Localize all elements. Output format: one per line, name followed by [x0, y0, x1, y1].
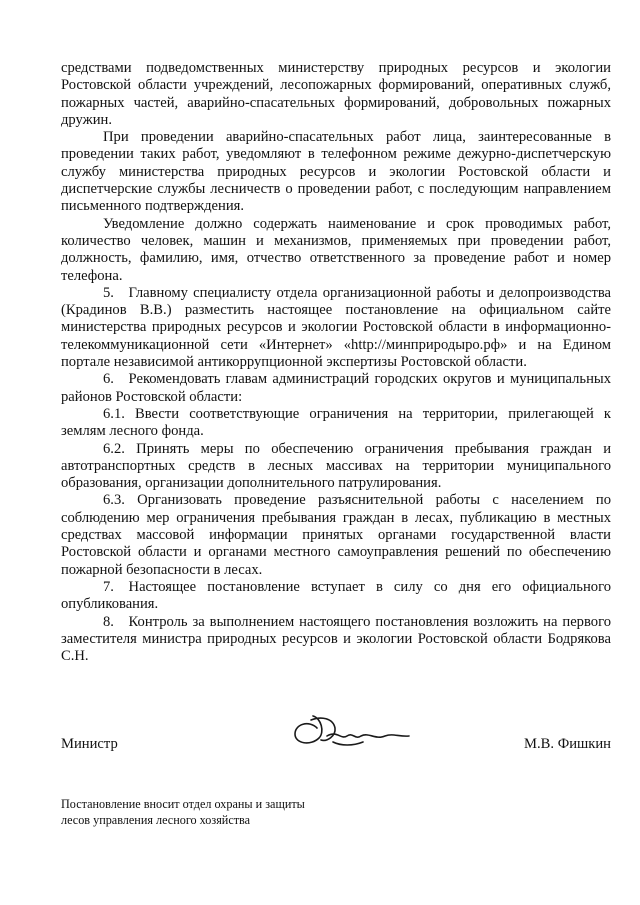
paragraph-item-5: 5. Главному специалисту отдела организационной работы и делопроизводства (Крадинов В.В.) разместить настоящее постановление на официальном сайте министерства природных ресурсов и экологии Ростовской области в информационно-телекоммуникационной сети «Интернет» «http://минприродыро.рф» и на Едином портале независимой антикоррупционной экспертизы Ростовской области.: [61, 284, 611, 371]
signatory-name: М.В. Фишкин: [524, 736, 611, 752]
paragraph-item-6-3: 6.3. Организовать проведение разъяснительной работы с населением по соблюдению мер ограничения пребывания граждан в лесах, публикацию в местных средствах массовой информации принятых органами государственной власти Ростовской области и органами местного самоуправления решений по обеспечению пожарной безопасности в лесах.: [61, 492, 611, 578]
paragraph-continuation: средствами подведомственных министерству природных ресурсов и экологии Ростовской области учреждений, лесопожарных формирований, оперативных служб, пожарных частей, аварийно-спасательных формирований, добровольных пожарных дружин.: [61, 60, 611, 128]
paragraph-item-7: 7. Настоящее постановление вступает в силу со дня его официального опубликования.: [61, 578, 611, 613]
handwritten-signature-icon: [281, 706, 431, 756]
signature-block: [61, 706, 611, 766]
paragraph-item-6-2: 6.2. Принять меры по обеспечению ограничения пребывания граждан и автотранспортных средств в лесных массивах на территории муниципального образования, организации дополнительного патрулирования.: [61, 440, 611, 492]
signatory-title: Министр: [61, 736, 118, 752]
footer-note: [61, 797, 391, 828]
paragraph-rescue-works: При проведении аварийно-спасательных работ лица, заинтересованные в проведении таких работ, уведомляют в телефонном режиме дежурно-диспетчерскую службу министерства природных ресурсов и экологии Ростовской области и диспетчерские службы лесничеств о проведении работ, с последующим направлением письменного подтверждения.: [61, 129, 611, 215]
footer-line: Постановление вносит отдел охраны и защиты: [61, 797, 305, 811]
paragraph-notification: Уведомление должно содержать наименование и срок проводимых работ, количество человек, машин и механизмов, применяемых при проведении работ, должность, фамилию, имя, отчество ответственного за проведение работ и номер телефона.: [61, 215, 611, 284]
paragraph-item-8: 8. Контроль за выполнением настоящего постановления возложить на первого заместителя министра природных ресурсов и экологии Ростовской области Бодрякова С.Н.: [61, 613, 611, 665]
footer-line: лесов управления лесного хозяйства: [61, 812, 251, 827]
paragraph-item-6-1: 6.1. Ввести соответствующие ограничения на территории, прилегающей к землям лесного фонда.: [61, 405, 611, 440]
document-body: [61, 60, 611, 665]
paragraph-item-6: 6. Рекомендовать главам администраций городских округов и муниципальных районов Ростовской области:: [61, 371, 611, 405]
